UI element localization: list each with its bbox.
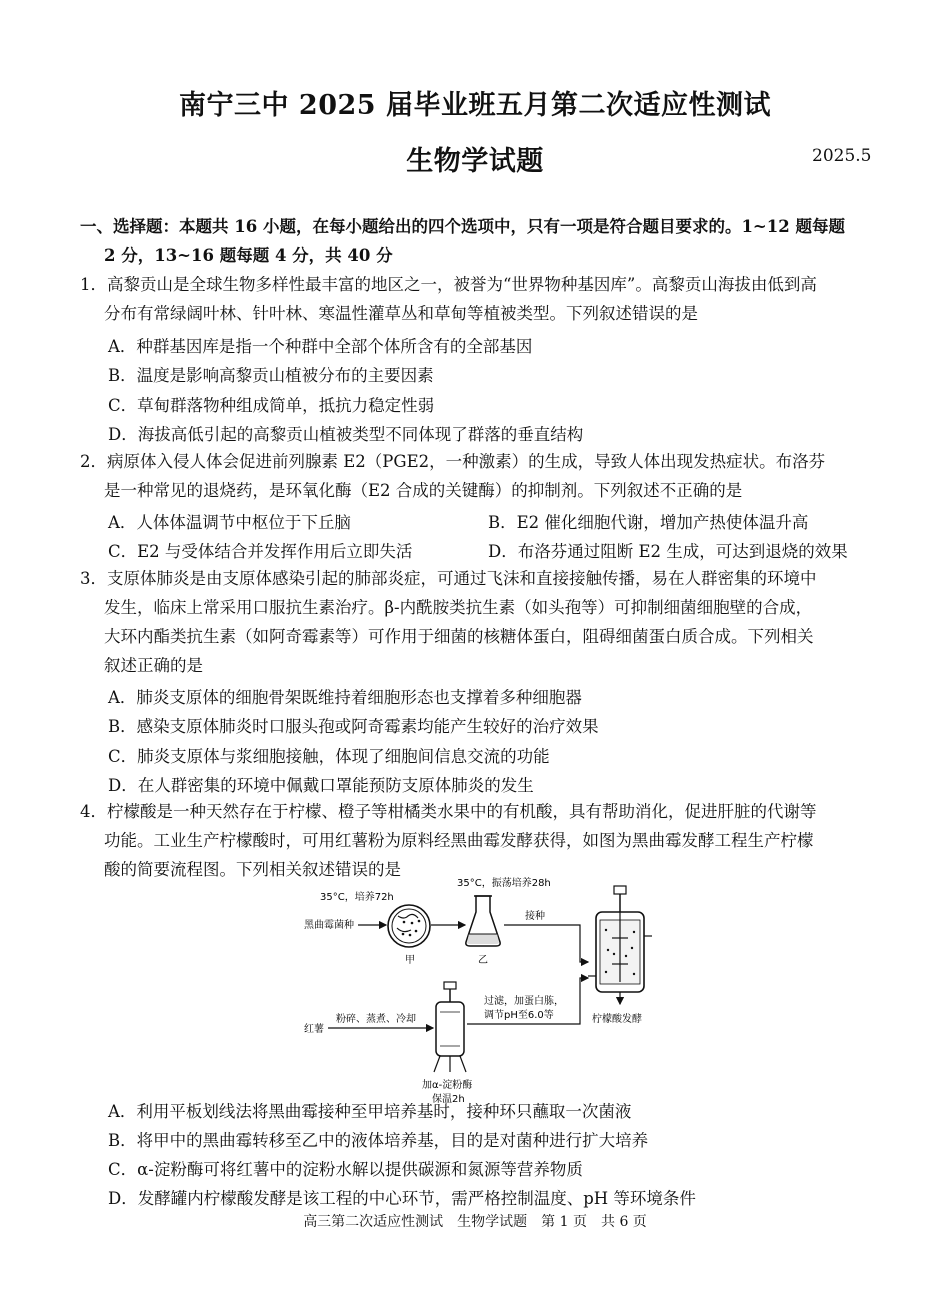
question-2-option-a: A．人体体温调节中枢位于下丘脑 [108, 513, 351, 532]
question-3-option-a: A．肺炎支原体的细胞骨架既维持着细胞形态也支撑着多种细胞器 [108, 688, 582, 707]
page-subtitle: 生物学试题 [406, 146, 544, 177]
petri-dish-jia-icon [388, 905, 430, 947]
enzyme-label-line2: 保温2h [432, 1094, 465, 1105]
question-1-stem-line1: 1．高黎贡山是全球生物多样性最丰富的地区之一，被誉为“世界物种基因库”。高黎贡山海拔由低到高 [80, 275, 817, 294]
question-3-option-c: C．肺炎支原体与浆细胞接触，体现了细胞间信息交流的功能 [108, 747, 550, 766]
arrow-yi-to-fermenter [504, 925, 588, 962]
question-4-stem-line2: 功能。工业生产柠檬酸时，可用红薯粉为原料经黑曲霉发酵获得，如图为黑曲霉发酵工程生产柠檬 [104, 831, 814, 850]
sweet-potato-label: 红薯 [304, 1024, 324, 1035]
question-4-stem-line3: 酸的简要流程图。下列相关叙述错误的是 [104, 860, 401, 879]
question-2-option-c: C．E2 与受体结合并发挥作用后立即失活 [108, 542, 413, 561]
question-1-option-d: D．海拔高低引起的高黎贡山植被类型不同体现了群落的垂直结构 [108, 425, 584, 444]
fermenter-tank-icon [588, 886, 652, 1004]
process-label: 粉碎、蒸煮、冷却 [336, 1014, 416, 1025]
yi-condition-label: 35°C，振荡培养28h [457, 878, 551, 889]
conical-flask-yi-icon [466, 896, 500, 946]
question-3-stem-line4: 叙述正确的是 [104, 656, 203, 675]
question-2-stem-line2: 是一种常见的退烧药，是环氧化酶（E2 合成的关键酶）的抑制剂。下列叙述不正确的是 [104, 481, 743, 500]
question-3-option-d: D．在人群密集的环境中佩戴口罩能预防支原体肺炎的发生 [108, 776, 534, 795]
question-4-option-a: A．利用平板划线法将黑曲霉接种至甲培养基时，接种环只蘸取一次菌液 [108, 1102, 632, 1121]
question-4-option-b: B．将甲中的黑曲霉转移至乙中的液体培养基，目的是对菌种进行扩大培养 [108, 1131, 649, 1150]
page-footer: 高三第二次适应性测试 生物学试题 第 1 页 共 6 页 [303, 1214, 647, 1230]
filter-label-line1: 过滤，加蛋白胨， [484, 996, 564, 1007]
question-4-option-c: C．α-淀粉酶可将红薯中的淀粉水解以提供碳源和氮源等营养物质 [108, 1160, 583, 1179]
question-2-option-d: D．布洛芬通过阻断 E2 生成，可达到退烧的效果 [488, 542, 848, 561]
question-2-option-b: B．E2 催化细胞代谢，增加产热使体温升高 [488, 513, 809, 532]
question-4-stem-line1: 4．柠檬酸是一种天然存在于柠檬、橙子等柑橘类水果中的有机酸，具有帮助消化，促进肝脏的代谢等 [80, 802, 817, 821]
question-1-option-b: B．温度是影响高黎贡山植被分布的主要因素 [108, 366, 434, 385]
section-heading-line2: 2 分，13~16 题每题 4 分，共 40 分 [104, 246, 393, 265]
question-4-option-d: D．发酵罐内柠檬酸发酵是该工程的中心环节，需严格控制温度、pH 等环境条件 [108, 1189, 696, 1208]
enzyme-tank-icon [434, 982, 466, 1072]
section-heading-line1: 一、选择题：本题共 16 小题，在每小题给出的四个选项中，只有一项是符合题目要求的。1~12 题每题 [80, 217, 845, 236]
jia-label: 甲 [405, 955, 415, 966]
question-1-stem-line2: 分布有常绿阔叶林、针叶林、寒温性灌草丛和草甸等植被类型。下列叙述错误的是 [104, 304, 698, 323]
page-title: 南宁三中 2025 届毕业班五月第二次适应性测试 [179, 90, 771, 121]
question-1-option-a: A．种群基因库是指一个种群中全部个体所含有的全部基因 [108, 337, 533, 356]
exam-date: 2025.5 [812, 146, 872, 166]
strain-label: 黑曲霉菌种 [304, 920, 354, 931]
inoculate-label: 接种 [525, 911, 545, 922]
yi-label: 乙 [478, 955, 488, 966]
question-1-option-c: C．草甸群落物种组成简单，抵抗力稳定性弱 [108, 396, 435, 415]
fermentation-label: 柠檬酸发酵 [592, 1014, 642, 1025]
question-3-stem-line3: 大环内酯类抗生素（如阿奇霉素等）可作用于细菌的核糖体蛋白，阻碍细菌蛋白质合成。下列相关 [104, 627, 814, 646]
question-2-stem-line1: 2．病原体入侵人体会促进前列腺素 E2（PGE2，一种激素）的生成，导致人体出现发热症状。布洛芬 [80, 452, 826, 471]
question-3-stem-line2: 发生，临床上常采用口服抗生素治疗。β-内酰胺类抗生素（如头孢等）可抑制细菌细胞壁的合成， [104, 598, 813, 617]
jia-condition-label: 35°C，培养72h [320, 892, 394, 903]
question-3-stem-line1: 3．支原体肺炎是由支原体感染引起的肺部炎症，可通过飞沫和直接接触传播，易在人群密集的环境中 [80, 569, 817, 588]
filter-label-line2: 调节pH至6.0等 [484, 1010, 554, 1021]
citric-acid-flowchart [300, 876, 660, 1116]
question-3-option-b: B．感染支原体肺炎时口服头孢或阿奇霉素均能产生较好的治疗效果 [108, 717, 599, 736]
enzyme-label-line1: 加α-淀粉酶 [422, 1080, 473, 1091]
